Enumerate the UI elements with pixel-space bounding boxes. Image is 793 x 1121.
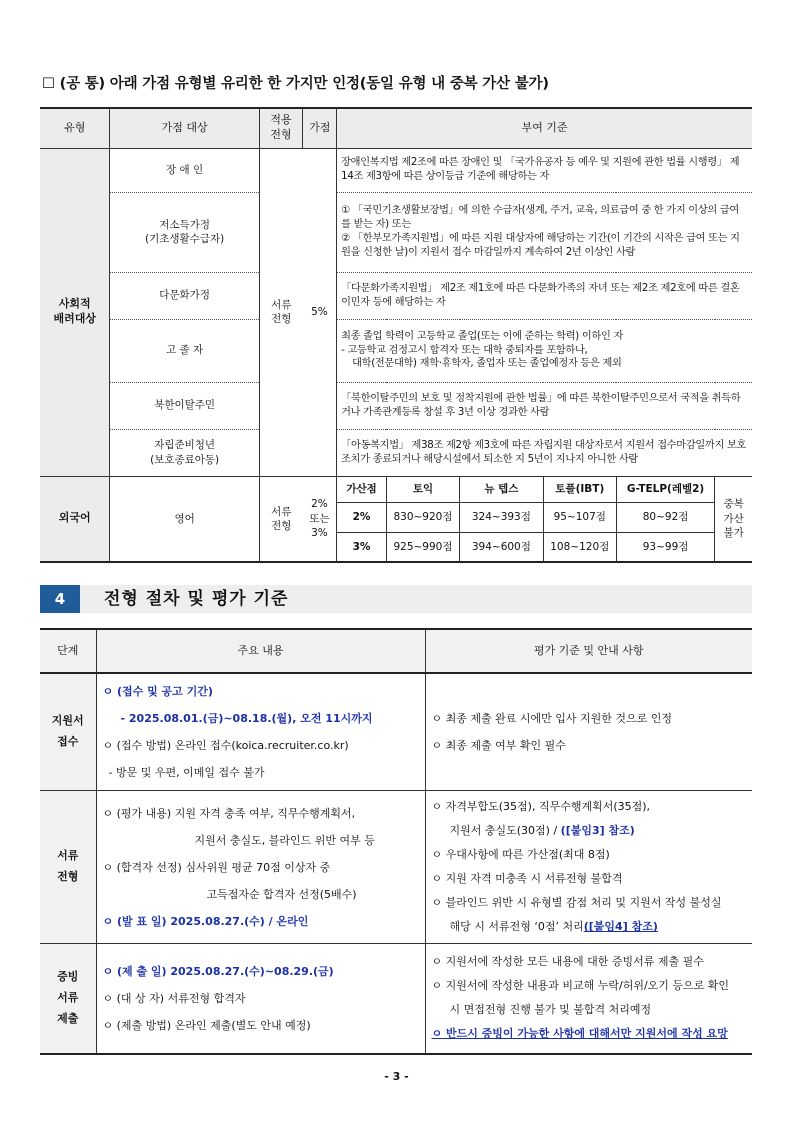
desc-high-school: 최종 졸업 학력이 고등학교 졸업(또는 이에 준하는 학력) 이하인 자 - 고등학교 검정고시 합격자 또는 대학 중퇴자를 포함하나, 대학(전문대학) 재학·휴학자, 졸업자 또는 졸업예정자 등은 제외 (337, 319, 752, 382)
target-high-school: 고 졸 자 (110, 319, 259, 382)
lang-note: 중복 가산 불가 (715, 476, 752, 562)
lang-cell: 80~92점 (616, 502, 715, 532)
target-disabled: 장 애 인 (110, 148, 259, 192)
stage-application: 지원서 접수 (40, 673, 96, 791)
header-type: 유형 (40, 108, 110, 148)
stage-document: 서류 전형 (40, 791, 96, 944)
lang-cell: 108~120점 (543, 532, 616, 562)
point-language: 2% 또는 3% (303, 476, 337, 562)
desc-disabled: 장애인복지법 제2조에 따른 장애인 및 「국가유공자 등 예우 및 지원에 관한 법률 시행령」 제14조 제3항에 따른 상이등급 기준에 해당하는 자 (337, 148, 752, 192)
section-heading-common: ☐ (공 통) 아래 가점 유형별 유리한 한 가지만 인정(동일 유형 내 중복 가산 불가) (42, 76, 549, 92)
stage-proof: 증빙 서류 제출 (40, 944, 96, 1054)
section-title: 전형 절차 및 평가 기준 (104, 589, 289, 609)
apply-social: 서류 전형 (259, 148, 302, 476)
procedure-table (40, 628, 752, 1055)
target-multicultural: 다문화가정 (110, 272, 259, 319)
desc-youth: 「아동복지법」 제38조 제2항 제3호에 따른 자립지원 대상자로서 지원서 접수마감일까지 보호조치가 종료되거나 해당시설에서 퇴소한 지 5년이 지나지 아니한 사람 (337, 429, 752, 476)
target-english: 영어 (110, 476, 259, 562)
section-number: 4 (40, 585, 80, 613)
header-criteria: 평가 기준 및 안내 사항 (425, 629, 752, 673)
criteria-proof: ㅇ 지원서에 작성한 모든 내용에 대한 증빙서류 제출 필수 ㅇ 지원서에 작성한 내용과 비교해 누락/허위/오기 등으로 확인 시 면접전형 진행 불가 및 불합격 처리예정 ㅇ 반드시 증빙이 가능한 사항에 대해서만 지원서에 작성 요망 (425, 944, 752, 1054)
target-youth: 자립준비청년 (보호종료아동) (110, 429, 259, 476)
type-social: 사회적 배려대상 (40, 148, 110, 476)
lang-header-toeic: 토익 (386, 476, 459, 502)
lang-cell: 925~990점 (386, 532, 459, 562)
desc-low-income: ① 「국민기초생활보장법」에 의한 수급자(생계, 주거, 교육, 의료급여 중 한 가지 이상의 급여를 받는 자) 또는 ② 「한부모가족지원법」에 따른 지원 대상자에 해당하는 기간(이 기간의 시작은 급여 또는 지원을 신청한 날)이 지원서 접수 마감일까지 계속하여 2년 이상인 사람 (337, 192, 752, 272)
page-number: - 3 - (384, 1070, 409, 1083)
lang-cell: 324~393점 (460, 502, 544, 532)
lang-header-bonus: 가산점 (337, 476, 387, 502)
section-header (40, 585, 752, 613)
lang-cell: 95~107점 (543, 502, 616, 532)
criteria-application: ㅇ 최종 제출 완료 시에만 입사 지원한 것으로 인정 ㅇ 최종 제출 여부 확인 필수 (425, 673, 752, 791)
apply-language: 서류 전형 (259, 476, 302, 562)
header-criteria: 부여 기준 (337, 108, 752, 148)
type-language: 외국어 (40, 476, 110, 562)
lang-header-toefl: 토플(IBT) (543, 476, 616, 502)
main-document: ㅇ (평가 내용) 지원 자격 충족 여부, 직무수행계획서, 지원서 충실도, 블라인드 위반 여부 등 ㅇ (합격자 선정) 심사위원 평균 70점 이상자 중 고득점자순 합격자 선정(5배수) ㅇ (발 표 일) 2025.08.27.(수) / 온라인 (96, 791, 425, 944)
lang-header-teps: 뉴 텝스 (460, 476, 544, 502)
criteria-document: ㅇ 자격부합도(35점), 직무수행계획서(35점), 지원서 충실도(30점) / ([붙임3] 참조) ㅇ 우대사항에 따른 가산점(최대 8점) ㅇ 지원 자격 미충족 시 서류전형 불합격 ㅇ 블라인드 위반 시 유형별 감점 처리 및 지원서 작성 불성실 해당 시 서류전형 ‘0점’ 처리([붙임4] 참조) (425, 791, 752, 944)
main-proof: ㅇ (제 출 일) 2025.08.27.(수)~08.29.(금) ㅇ (대 상 자) 서류전형 합격자 ㅇ (제출 방법) 온라인 제출(별도 안내 예정) (96, 944, 425, 1054)
desc-multicultural: 「다문화가족지원법」 제2조 제1호에 따른 다문화가족의 자녀 또는 제2조 제2호에 따른 결혼이민자 등에 해당하는 자 (337, 272, 752, 319)
header-point: 가점 (303, 108, 337, 148)
target-north-korean: 북한이탈주민 (110, 382, 259, 429)
target-low-income: 저소득가정 (기초생활수급자) (110, 192, 259, 272)
lang-row-bonus: 2% (337, 502, 387, 532)
bonus-points-table (40, 107, 752, 563)
header-stage: 단계 (40, 629, 96, 673)
lang-cell: 93~99점 (616, 532, 715, 562)
lang-cell: 394~600점 (460, 532, 544, 562)
header-target: 가점 대상 (110, 108, 259, 148)
header-apply: 적용 전형 (259, 108, 302, 148)
point-social: 5% (303, 148, 337, 476)
lang-header-gtelp: G-TELP(레벨2) (616, 476, 715, 502)
lang-cell: 830~920점 (386, 502, 459, 532)
header-main: 주요 내용 (96, 629, 425, 673)
main-application: ㅇ (접수 및 공고 기간) - 2025.08.01.(금)~08.18.(월), 오전 11시까지 ㅇ (접수 방법) 온라인 접수(koica.recruiter.co.kr) - 방문 및 우편, 이메일 접수 불가 (96, 673, 425, 791)
lang-row-bonus: 3% (337, 532, 387, 562)
desc-north-korean: 「북한이탈주민의 보호 및 정착지원에 관한 법률」에 따른 북한이탈주민으로서 국적을 취득하거나 가족관계등록 창설 후 3년 이상 경과한 사람 (337, 382, 752, 429)
